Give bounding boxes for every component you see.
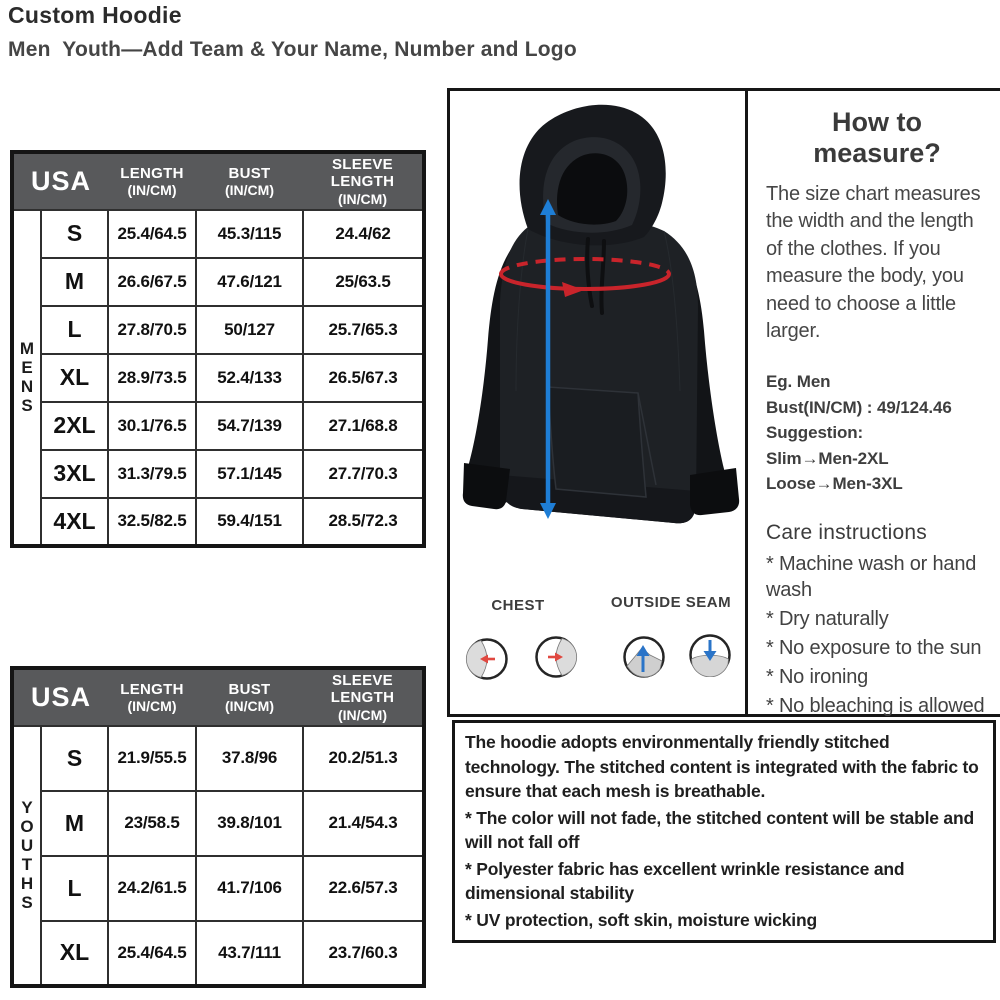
size-label-cell: 4XL [41, 498, 108, 546]
youths-size-table [10, 666, 426, 988]
sleeve-value-cell: 24.4/62 [303, 210, 424, 258]
size-row-xl [12, 921, 424, 986]
size-label-cell: L [41, 306, 108, 354]
description-line: * The color will not fade, the stitched content will be stable and will not fall off [465, 807, 974, 852]
suggestion-line: Bust(IN/CM) : 49/124.46 [766, 397, 952, 417]
column-header: LENGTH (IN/CM) [108, 152, 196, 210]
length-value-cell: 24.2/61.5 [108, 856, 196, 921]
bust-value-cell: 37.8/96 [196, 726, 303, 791]
bust-value-cell: 39.8/101 [196, 791, 303, 856]
sleeve-value-cell: 27.1/68.8 [303, 402, 424, 450]
description-line: * Polyester fabric has excellent wrinkle resistance and dimensional stability [465, 858, 905, 903]
size-label-cell: S [41, 210, 108, 258]
description-line: The hoodie adopts environmentally friendly stitched technology. The stitched content is integrated with the fabric to ensure that each mesh is breathable. [465, 732, 979, 801]
table-corner-usa: USA [12, 152, 108, 210]
length-value-cell: 32.5/82.5 [108, 498, 196, 546]
size-row-4xl [12, 498, 424, 546]
table-header-row [12, 152, 424, 210]
suggestion-line: Eg. Men [766, 372, 831, 392]
measure-intro-text: The size chart measures the width and the length of the clothes. If you measure the body, you need to choose a little larger. [766, 183, 981, 342]
length-value-cell: 26.6/67.5 [108, 258, 196, 306]
suggestion-line: Suggestion: [766, 423, 864, 443]
size-row-s [12, 726, 424, 791]
suggestion-line: Loose→Men-3XL [766, 474, 903, 494]
care-instruction-item: * Dry naturally [766, 607, 889, 630]
how-to-measure-panel [748, 88, 1000, 717]
chest-label: CHEST [491, 597, 545, 614]
group-label-youths: Y O U T H S [12, 726, 41, 986]
size-label-cell: XL [41, 354, 108, 402]
bust-value-cell: 50/127 [196, 306, 303, 354]
bust-value-cell: 47.6/121 [196, 258, 303, 306]
care-instruction-item: * No ironing [766, 665, 869, 688]
outside-seam-label: OUTSIDE SEAM [610, 594, 732, 611]
care-instruction-item: * No exposure to the sun [766, 636, 982, 659]
size-label-cell: XL [41, 921, 108, 986]
bust-value-cell: 45.3/115 [196, 210, 303, 258]
outside-seam-down-icon [688, 633, 732, 677]
column-header: BUST (IN/CM) [196, 152, 303, 210]
care-instructions-heading: Care instructions [766, 520, 927, 544]
hoodie-illustration [450, 91, 748, 591]
table-corner-usa: USA [12, 668, 108, 726]
size-row-m [12, 791, 424, 856]
sleeve-value-cell: 22.6/57.3 [303, 856, 424, 921]
sleeve-value-cell: 21.4/54.3 [303, 791, 424, 856]
mens-size-table [10, 150, 426, 548]
length-value-cell: 30.1/76.5 [108, 402, 196, 450]
group-label-mens: M E N S [12, 210, 41, 546]
column-header: LENGTH (IN/CM) [108, 668, 196, 726]
bust-value-cell: 41.7/106 [196, 856, 303, 921]
size-label-cell: L [41, 856, 108, 921]
chest-measure-left-icon [465, 637, 509, 681]
length-value-cell: 27.8/70.5 [108, 306, 196, 354]
product-description-box [452, 720, 996, 943]
size-row-l [12, 306, 424, 354]
size-row-2xl [12, 402, 424, 450]
bust-value-cell: 54.7/139 [196, 402, 303, 450]
length-value-cell: 28.9/73.5 [108, 354, 196, 402]
how-to-measure-heading: How to measure? [813, 107, 941, 168]
size-label-cell: 3XL [41, 450, 108, 498]
size-row-s [12, 210, 424, 258]
page-subtitle: Men Youth—Add Team & Your Name, Number and Logo [8, 38, 577, 61]
length-value-cell: 21.9/55.5 [108, 726, 196, 791]
sleeve-value-cell: 28.5/72.3 [303, 498, 424, 546]
suggestion-line: Slim→Men-2XL [766, 448, 889, 468]
column-header: SLEEVE LENGTH (IN/CM) [303, 152, 424, 210]
bust-value-cell: 59.4/151 [196, 498, 303, 546]
length-value-cell: 23/58.5 [108, 791, 196, 856]
size-suggestion-block [766, 369, 988, 497]
length-value-cell: 25.4/64.5 [108, 210, 196, 258]
sleeve-value-cell: 26.5/67.3 [303, 354, 424, 402]
care-instructions-list [766, 551, 988, 719]
column-header: BUST (IN/CM) [196, 668, 303, 726]
bust-value-cell: 57.1/145 [196, 450, 303, 498]
size-label-cell: S [41, 726, 108, 791]
size-label-cell: M [41, 258, 108, 306]
sleeve-value-cell: 27.7/70.3 [303, 450, 424, 498]
size-label-cell: M [41, 791, 108, 856]
column-header: SLEEVE LENGTH (IN/CM) [303, 668, 424, 726]
size-row-l [12, 856, 424, 921]
size-row-3xl [12, 450, 424, 498]
sleeve-value-cell: 25.7/65.3 [303, 306, 424, 354]
sleeve-value-cell: 20.2/51.3 [303, 726, 424, 791]
bust-value-cell: 43.7/111 [196, 921, 303, 986]
table-header-row [12, 668, 424, 726]
size-row-xl [12, 354, 424, 402]
description-line: * UV protection, soft skin, moisture wicking [465, 909, 817, 930]
page-title: Custom Hoodie [8, 2, 182, 28]
length-value-cell: 31.3/79.5 [108, 450, 196, 498]
size-label-cell: 2XL [41, 402, 108, 450]
hoodie-diagram-panel [447, 88, 748, 717]
title-block [8, 2, 577, 62]
size-row-m [12, 258, 424, 306]
outside-seam-up-icon [622, 635, 666, 679]
care-instruction-item: * Machine wash or hand wash [766, 552, 977, 601]
bust-value-cell: 52.4/133 [196, 354, 303, 402]
chest-measure-right-icon [534, 635, 578, 679]
length-value-cell: 25.4/64.5 [108, 921, 196, 986]
care-instruction-item: * No bleaching is allowed [766, 694, 985, 717]
sleeve-value-cell: 25/63.5 [303, 258, 424, 306]
sleeve-value-cell: 23.7/60.3 [303, 921, 424, 986]
